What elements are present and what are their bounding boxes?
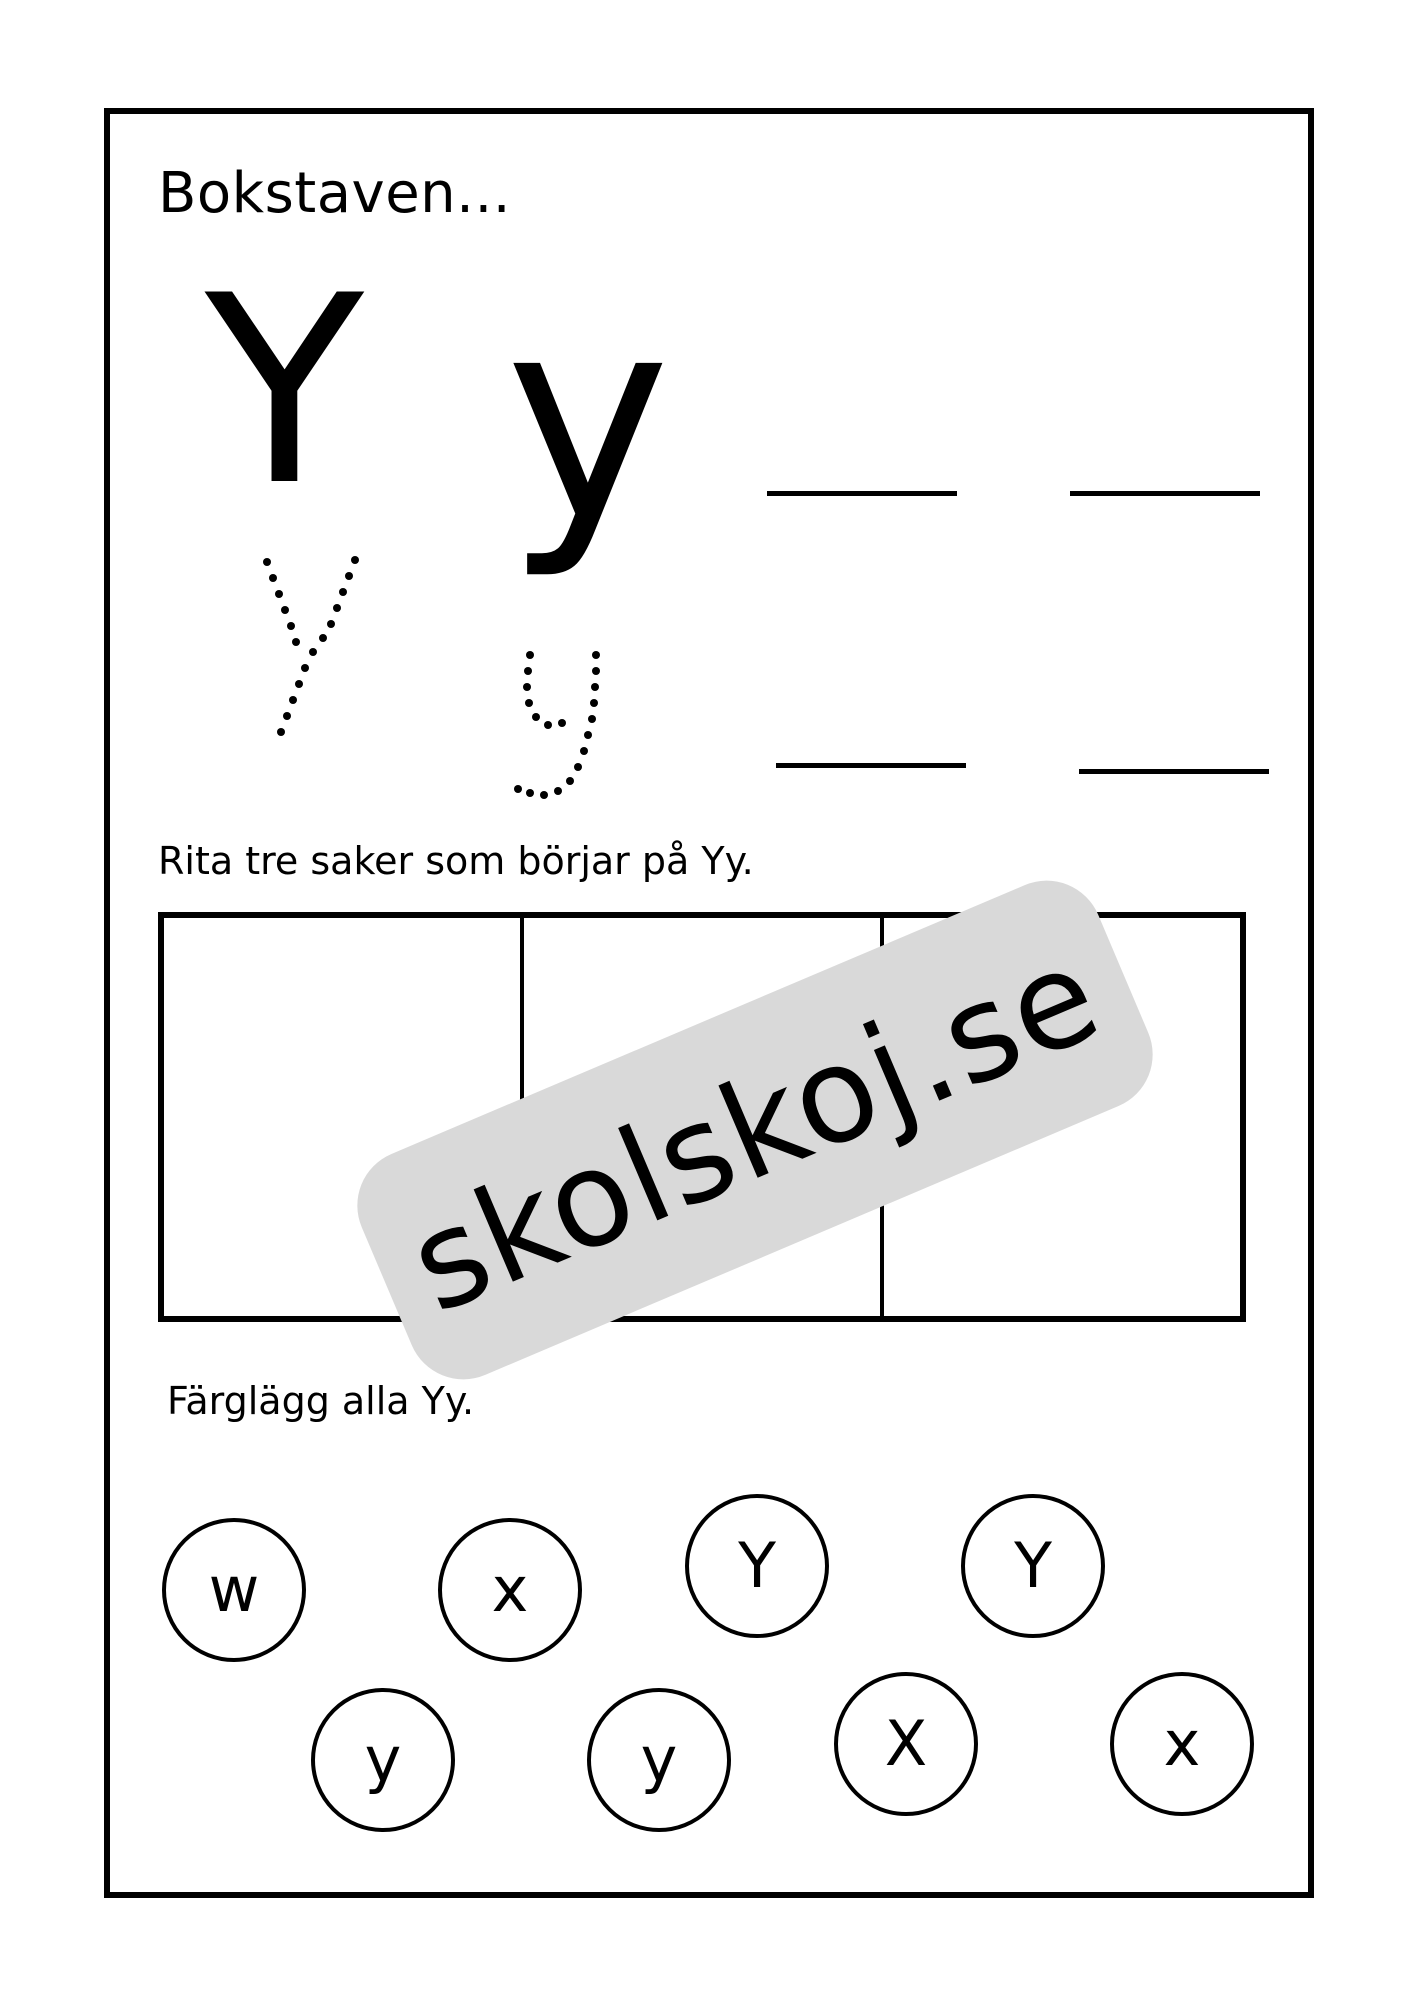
letter-circle: x <box>1110 1672 1254 1816</box>
draw-instruction: Rita tre saker som börjar på Yy. <box>158 839 754 883</box>
letter-circle: Y <box>685 1494 829 1638</box>
letter-circle: X <box>834 1672 978 1816</box>
page-title: Bokstaven... <box>158 161 512 226</box>
color-instruction: Färglägg alla Yy. <box>167 1379 475 1423</box>
letter-uppercase: Y <box>205 241 364 543</box>
writing-line <box>767 491 957 496</box>
writing-line <box>776 763 966 768</box>
tracing-lowercase-letter <box>496 645 616 845</box>
letter-circle: y <box>311 1688 455 1832</box>
letter-circle: x <box>438 1518 582 1662</box>
letter-circle: w <box>162 1518 306 1662</box>
watermark-text: skolskoj.se <box>389 916 1121 1344</box>
letter-circle: Y <box>961 1494 1105 1638</box>
letter-circle: y <box>587 1688 731 1832</box>
tracing-uppercase-letter <box>255 548 375 748</box>
writing-line <box>1070 491 1260 496</box>
writing-line <box>1079 769 1269 774</box>
letter-lowercase: y <box>505 257 671 583</box>
